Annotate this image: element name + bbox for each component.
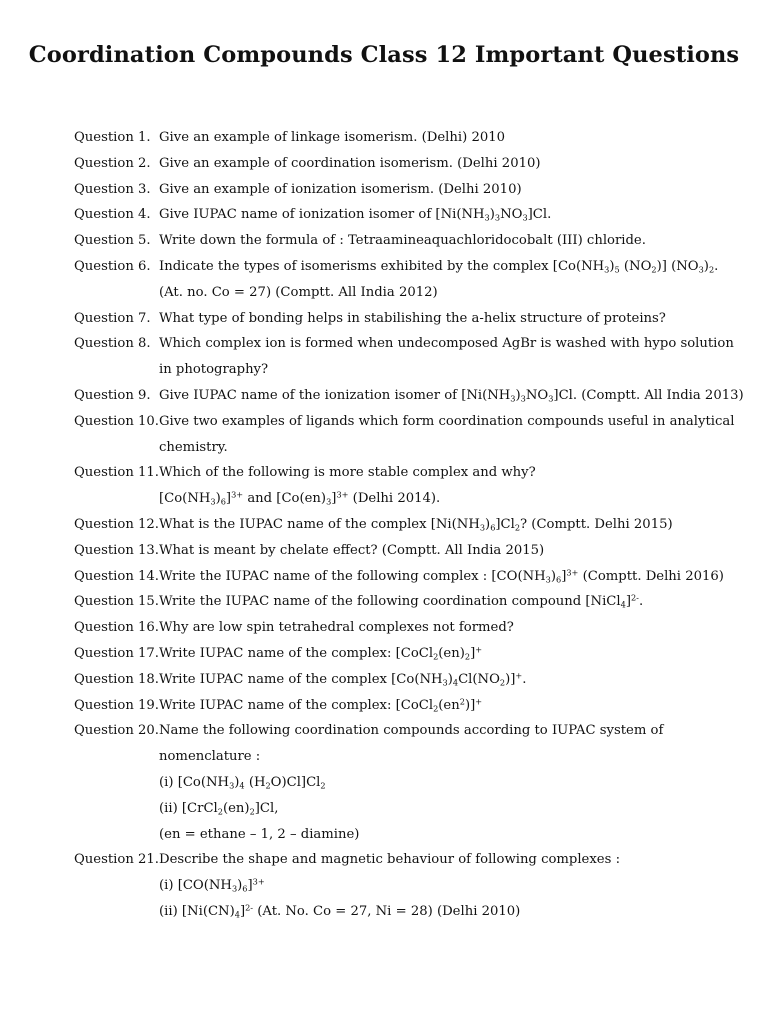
question-label bbox=[74, 357, 159, 383]
question-item bbox=[74, 125, 714, 151]
question-text: (en = ethane – 1, 2 – diamine) bbox=[159, 826, 360, 842]
question-text: Write IUPAC name of the complex $[Co(NH_3)_4Cl(NO_2)]^+$. bbox=[159, 670, 527, 688]
question-item bbox=[74, 228, 714, 254]
question-text: (i) $[CO(NH_3)_6]^{3+}$ bbox=[159, 876, 265, 894]
question-text: (ii) $[CrCl_2(en)_2]Cl$, bbox=[159, 800, 279, 817]
question-text: (ii) $[Ni(CN)_4]^{2-}$ (At. No. Co = 27, Ni = 28) (Delhi 2010) bbox=[159, 902, 521, 920]
question-text: (i) [$Co(NH_3)_4$ $(H_2O)Cl]Cl_2$ bbox=[159, 774, 326, 791]
question-text: What is the IUPAC name of the complex $[Ni(NH_3)_6]Cl_2$? (Comptt. Delhi 2015) bbox=[159, 516, 673, 533]
question-text: Name the following coordination compounds according to IUPAC system of bbox=[159, 723, 664, 739]
question-label bbox=[74, 770, 159, 796]
question-text: Give two examples of ligands which form coordination compounds useful in analytical bbox=[159, 413, 735, 429]
question-item bbox=[74, 512, 714, 538]
question-label bbox=[74, 873, 159, 899]
question-text: Give IUPAC name of the ionization isomer of $[Ni(NH_3)_3NO_3]Cl$. (Comptt. All India 2013) bbox=[159, 387, 744, 404]
question-label bbox=[74, 486, 159, 512]
question-continuation-line bbox=[74, 280, 714, 306]
question-label: Question 2. bbox=[74, 155, 151, 171]
question-label bbox=[74, 280, 159, 306]
question-item bbox=[74, 693, 714, 719]
question-label: Question 18. bbox=[74, 671, 159, 687]
question-item bbox=[74, 589, 714, 615]
question-continuation-line bbox=[74, 744, 714, 770]
question-item bbox=[74, 847, 714, 873]
question-list bbox=[74, 125, 744, 925]
question-label bbox=[74, 899, 159, 925]
question-item bbox=[74, 331, 734, 357]
question-continuation-line bbox=[74, 357, 714, 383]
question-text: What type of bonding helps in stabilishing the a-helix structure of proteins? bbox=[159, 310, 666, 326]
question-text: Give IUPAC name of ionization isomer of $[Ni(NH_3)_3NO_3]Cl$. bbox=[159, 207, 552, 223]
question-text: Write IUPAC name of the complex: $[CoCl_2(en)_2]^+$ bbox=[159, 644, 483, 662]
question-label: Question 20. bbox=[74, 723, 159, 739]
question-label: Question 16. bbox=[74, 620, 159, 636]
question-item bbox=[74, 564, 724, 590]
question-item bbox=[74, 202, 714, 228]
question-item bbox=[74, 177, 714, 203]
question-continuation-line bbox=[74, 486, 714, 512]
question-text: Give an example of coordination isomerism. (Delhi 2010) bbox=[159, 155, 541, 171]
question-label bbox=[74, 435, 159, 461]
question-continuation-line bbox=[74, 435, 714, 461]
question-label: Question 9. bbox=[74, 387, 151, 403]
question-text: Indicate the types of isomerisms exhibited by the complex [$Co(NH_3)_5$ $(NO_2)$] $(NO_3)_2$. bbox=[159, 258, 719, 275]
question-label: Question 11. bbox=[74, 465, 159, 481]
question-text: Write the IUPAC name of the following coordination compound [NiCl$_4$]$^{2-}$. bbox=[159, 592, 644, 610]
question-item bbox=[74, 667, 714, 693]
question-label: Question 10. bbox=[74, 413, 159, 429]
question-label bbox=[74, 822, 159, 848]
question-text: What is meant by chelate effect? (Comptt. All India 2015) bbox=[159, 542, 545, 558]
question-label: Question 14. bbox=[74, 568, 159, 584]
question-label: Question 4. bbox=[74, 207, 151, 223]
question-label bbox=[74, 744, 159, 770]
question-text: Write down the formula of : Tetraamineaquachloridocobalt (III) chloride. bbox=[159, 233, 646, 249]
question-item bbox=[74, 641, 714, 667]
question-text: Which of the following is more stable complex and why? bbox=[159, 465, 536, 481]
question-label: Question 12. bbox=[74, 516, 159, 532]
question-text: Which complex ion is formed when undecomposed AgBr is washed with hypo solution bbox=[159, 336, 734, 352]
question-item bbox=[74, 460, 714, 486]
question-text: Write the IUPAC name of the following complex : $[CO(NH_3)_6]^{3+}$ (Comptt. Delhi 2016) bbox=[159, 567, 724, 584]
question-label: Question 13. bbox=[74, 542, 159, 558]
question-item bbox=[74, 615, 714, 641]
question-text: chemistry. bbox=[159, 439, 228, 455]
question-text: (At. no. Co = 27) (Comptt. All India 2012) bbox=[159, 284, 438, 300]
question-label: Question 5. bbox=[74, 233, 151, 249]
question-item bbox=[74, 151, 714, 177]
question-item bbox=[74, 383, 744, 409]
question-label: Question 3. bbox=[74, 181, 151, 197]
question-label: Question 1. bbox=[74, 130, 151, 145]
question-label: Question 8. bbox=[74, 336, 151, 352]
question-continuation-line bbox=[74, 796, 714, 822]
question-label: Question 7. bbox=[74, 310, 151, 326]
question-label bbox=[74, 796, 159, 822]
question-continuation-line bbox=[74, 822, 714, 848]
question-text: Why are low spin tetrahedral complexes not formed? bbox=[159, 620, 514, 636]
question-label: Question 17. bbox=[74, 645, 159, 661]
question-text: Give an example of linkage isomerism. (Delhi) 2010 bbox=[159, 130, 506, 145]
question-text: $[Co(NH_3)_6]^{3+}$ and $[Co(en)_3]^{3+}$ (Delhi 2014). bbox=[159, 489, 441, 507]
question-text: Describe the shape and magnetic behaviour of following complexes : bbox=[159, 852, 621, 868]
page-title: Coordination Compounds Class 12 Important Questions bbox=[28, 42, 740, 68]
question-text: nomenclature : bbox=[159, 749, 261, 765]
question-continuation-line bbox=[74, 873, 714, 899]
question-text: Write IUPAC name of the complex: $[CoCl_2(en^2)]^+$ bbox=[159, 696, 483, 713]
question-continuation-line bbox=[74, 770, 714, 796]
question-continuation-line bbox=[74, 899, 714, 925]
question-label: Question 6. bbox=[74, 258, 151, 274]
question-item bbox=[74, 538, 714, 564]
question-label: Question 15. bbox=[74, 594, 159, 610]
question-text: Give an example of ionization isomerism. (Delhi 2010) bbox=[159, 181, 522, 197]
question-item bbox=[74, 254, 719, 280]
question-label: Question 21. bbox=[74, 852, 159, 868]
question-item bbox=[74, 306, 714, 332]
question-text: in photography? bbox=[159, 362, 269, 378]
question-item bbox=[74, 409, 735, 435]
question-label: Question 19. bbox=[74, 697, 159, 713]
question-item bbox=[74, 718, 714, 744]
